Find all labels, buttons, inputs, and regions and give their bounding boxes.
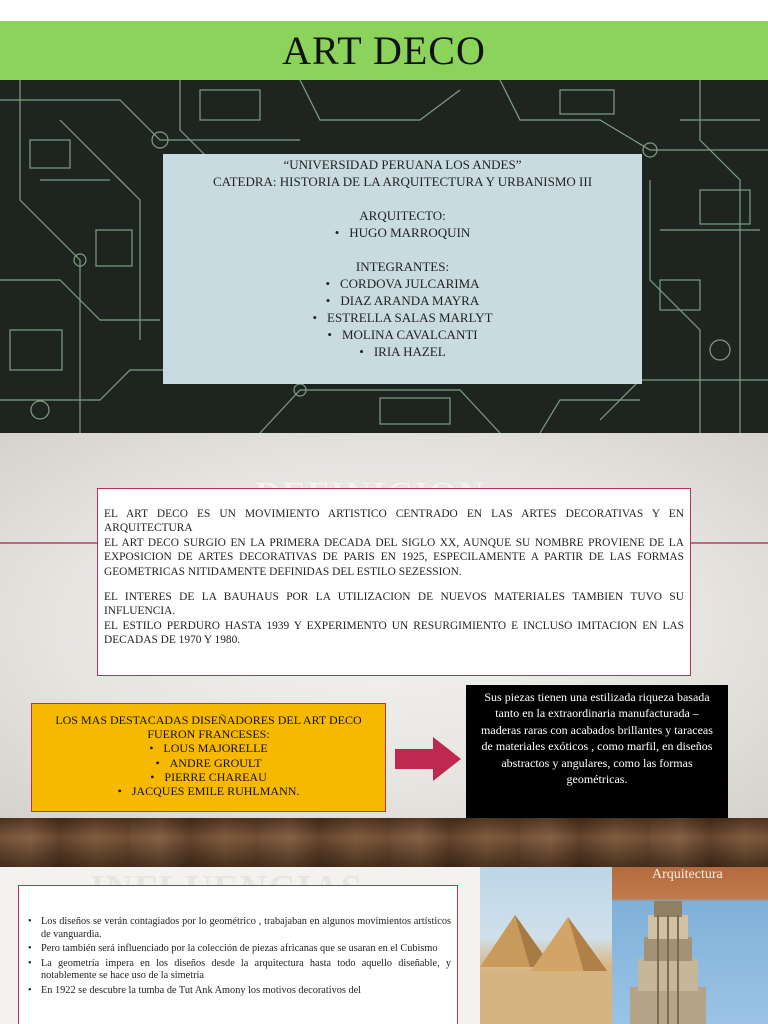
designer-item: • JACQUES EMILE RUHLMANN. [32, 784, 385, 798]
designer-item: • ANDRE GROULT [32, 756, 385, 770]
influence-item: • Los diseños se verán contagiados por lo geométrico , trabajaban en algunos movimientos artísticos de vanguardia. [41, 916, 451, 941]
integrante-item: • IRIA HAZEL [163, 343, 642, 360]
cover-info-box [163, 154, 642, 384]
wood-floor-image [0, 818, 768, 867]
definition-paragraph: EL ART DECO SURGIO EN LA PRIMERA DECADA DEL SIGLO XX, AUNQUE SU NOMBRE PROVIENE DE LA EXPOSICION DE ARTES DECORATIVAS DE PARIS EN 1925, ESPECILAMENTE A PARTIR DE LAS FORMAS GEOMETRICAS NITIDAMENTE DEFINIDAS DEL ESTILO SEZESSION. [104, 536, 684, 578]
art-deco-building-photo [612, 867, 768, 1024]
slide-title-bar [0, 21, 768, 80]
arquitectura-label: Arquitectura [652, 867, 723, 882]
pieces-description-box [466, 685, 728, 818]
integrante-item: • CORDOVA JULCARIMA [163, 275, 642, 292]
definition-slide [0, 433, 768, 818]
right-arrow-icon [395, 737, 461, 781]
arquitecto-label: ARQUITECTO: [359, 208, 446, 223]
influence-item: • En 1922 se descubre la tumba de Tut Ank Amony los motivos decorativos del [41, 985, 451, 998]
slide-title: ART DECO [282, 28, 486, 73]
influences-box [18, 885, 458, 1024]
definition-paragraph: EL ART DECO ES UN MOVIMIENTO ARTISTICO CENTRADO EN LAS ARTES DECORATIVAS Y EN ARQUITECTURA [104, 508, 684, 535]
definition-paragraph: EL INTERES DE LA BAUHAUS POR LA UTILIZACION DE NUEVOS MATERIALES TAMBIEN TUVO SU INFLUENCIA. [104, 591, 684, 618]
definition-box [97, 488, 691, 676]
university-name: “UNIVERSIDAD PERUANA LOS ANDES” [283, 157, 522, 172]
influences-list [27, 916, 451, 998]
influences-slide [0, 867, 768, 1024]
pieces-description: Sus piezas tienen una estilizada riqueza basada tanto en la extraordinaria manufacturada – maderas raras con acabados brillantes y taraceas de materiales exóticos , como marfil, en diseños abstractos y angulares, como las formas geométricas. [481, 690, 713, 787]
pyramids-photo [480, 867, 612, 1024]
catedra-line: CATEDRA: HISTORIA DE LA ARQUITECTURA Y URBANISMO III [212, 174, 593, 189]
definition-paragraph: EL ESTILO PERDURO HASTA 1939 Y EXPERIMENTO UN RESURGIMIENTO E INCLUSO IMITACION EN LAS DECADAS DE 1970 Y 1980. [104, 619, 684, 647]
designers-intro: LOS MAS DESTACADAS DISEÑADORES DEL ART DECO FUERON FRANCESES: [55, 713, 362, 742]
integrantes-label: INTEGRANTES: [355, 259, 450, 274]
influence-item: • Pero también será influenciado por la colección de piezas africanas que se usaran en el Cubismo [41, 943, 451, 956]
integrante-item: • ESTRELLA SALAS MARLYT [163, 309, 642, 326]
integrante-item: • MOLINA CAVALCANTI [163, 326, 642, 343]
integrante-item: • DIAZ ARANDA MAYRA [163, 292, 642, 309]
arquitecto-name: • HUGO MARROQUIN [163, 224, 642, 241]
designers-box [31, 703, 386, 812]
designer-item: • PIERRE CHAREAU [32, 770, 385, 784]
designer-item: • LOUS MAJORELLE [32, 741, 385, 755]
influence-item: • La geometría impera en los diseños desde la arquitectura hasta todo aquello diseñable, y notablemente se hace uso de la simetría [41, 958, 451, 983]
